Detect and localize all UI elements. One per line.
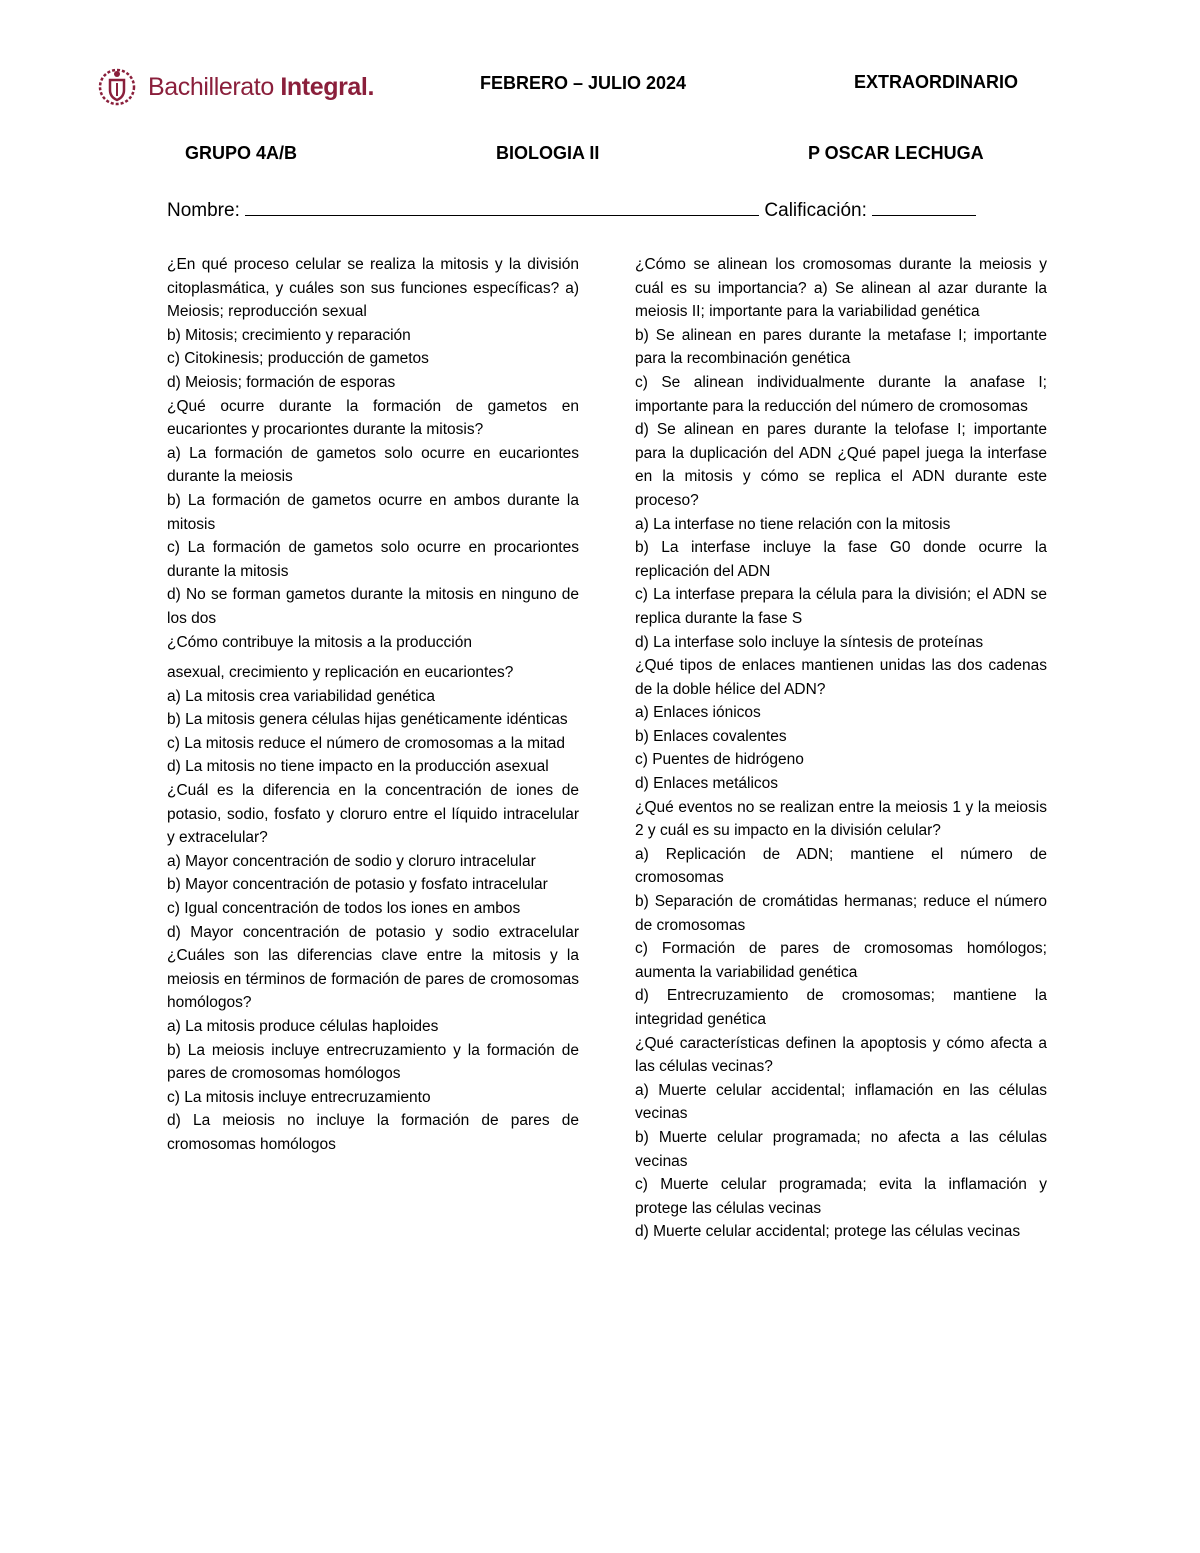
answer-option: d) La interfase solo incluye la síntesis de proteínas — [635, 633, 984, 651]
answer-option: a) Enlaces iónicos — [635, 704, 761, 722]
right-question-column — [635, 253, 1047, 1244]
answer-option: c) Igual concentración de todos los iones en ambos — [167, 900, 521, 918]
question-text: ¿Qué características definen la apoptosis y cómo afecta a las células vecinas? — [635, 1034, 1047, 1076]
answer-option: b) La formación de gametos ocurre en ambos durante la mitosis — [167, 491, 579, 533]
answer-option: c) Citokinesis; producción de gametos — [167, 350, 429, 368]
answer-option: c) Muerte celular programada; evita la inflamación y protege las células vecinas — [635, 1176, 1047, 1217]
teacher-label: P OSCAR LECHUGA — [808, 143, 984, 163]
answer-option: d) Muerte celular accidental; protege las células vecinas — [635, 1223, 1021, 1241]
name-label: Nombre: — [167, 200, 240, 221]
answer-option: b) Mayor concentración de potasio y fosfato intracelular — [167, 876, 548, 894]
answer-option: d) Enlaces metálicos — [635, 775, 779, 793]
question-text: ¿Qué tipos de enlaces mantienen unidas las dos cadenas de la doble hélice del ADN? — [635, 657, 1047, 698]
exam-type: EXTRAORDINARIO — [854, 72, 1019, 92]
answer-option: d) Mayor concentración de potasio y sodio extracelular ¿Cuáles son las diferencias clave entre la mitosis y la meiosis en términos de formación de pares de cromosomas homólogos? — [167, 923, 579, 1012]
question-text: ¿Qué eventos no se realizan entre la meiosis 1 y la meiosis 2 y cuál es su impacto en la división celular? — [635, 798, 1047, 840]
exam-period: FEBRERO – JULIO 2024 — [480, 73, 687, 93]
answer-option: d) Meiosis; formación de esporas — [167, 373, 396, 391]
answer-option: c) La mitosis reduce el número de cromosomas a la mitad — [167, 734, 565, 752]
answer-option: c) Se alinean individualmente durante la anafase I; importante para la reducción del número de cromosomas — [635, 373, 1047, 415]
logo-text-bold: Integral. — [280, 72, 375, 101]
answer-option: b) La meiosis incluye entrecruzamiento y la formación de pares de cromosomas homólogos — [167, 1041, 579, 1083]
student-info-line — [167, 197, 976, 222]
question-text: ¿Cómo contribuye la mitosis a la producción — [167, 633, 472, 651]
logo-text-regular: Bachillerato — [148, 72, 274, 101]
institution-logo — [96, 66, 374, 108]
answer-option: b) Separación de cromátidas hermanas; reduce el número de cromosomas — [635, 893, 1047, 934]
grade-label: Calificación: — [764, 200, 867, 221]
answer-option: c) La mitosis incluye entrecruzamiento — [167, 1088, 431, 1106]
answer-option: c) La formación de gametos solo ocurre en procariontes durante la mitosis — [167, 539, 579, 580]
answer-option: a) La formación de gametos solo ocurre en eucariontes durante la meiosis — [167, 444, 579, 486]
answer-option: c) Formación de pares de cromosomas homólogos; aumenta la variabilidad genética — [635, 940, 1047, 981]
logo-wordmark — [148, 73, 374, 102]
subject-label: BIOLOGIA II — [496, 143, 600, 163]
answer-option: a) Muerte celular accidental; inflamación en las células vecinas — [635, 1081, 1047, 1123]
answer-option: b) Enlaces covalentes — [635, 727, 787, 745]
answer-option: d) Entrecruzamiento de cromosomas; mantiene la integridad genética — [635, 987, 1047, 1028]
answer-option: b) La mitosis genera células hijas genéticamente idénticas — [167, 711, 568, 729]
group-label: GRUPO 4A/B — [185, 143, 298, 163]
question-text: asexual, crecimiento y replicación en eucariontes? — [167, 664, 514, 682]
answer-option: a) Mayor concentración de sodio y cloruro intracelular — [167, 852, 536, 870]
grade-field[interactable] — [872, 197, 976, 216]
answer-option: c) Puentes de hidrógeno — [635, 751, 804, 769]
question-text: ¿Qué ocurre durante la formación de gametos en eucariontes y procariontes durante la mitosis? — [167, 397, 579, 439]
answer-option: b) La interfase incluye la fase G0 donde ocurre la replicación del ADN — [635, 539, 1047, 580]
answer-option: a) La interfase no tiene relación con la mitosis — [635, 515, 951, 533]
question-text: ¿Cuál es la diferencia en la concentración de iones de potasio, sodio, fosfato y cloruro entre el líquido intracelular y extracelular? — [167, 782, 579, 847]
answer-option: c) La interfase prepara la célula para la división; el ADN se replica durante la fase S — [635, 586, 1047, 627]
answer-option: b) Se alinean en pares durante la metafase I; importante para la recombinación genética — [635, 326, 1047, 368]
left-question-column — [167, 253, 579, 1157]
answer-option: d) No se forman gametos durante la mitosis en ninguno de los dos — [167, 586, 579, 627]
answer-option: a) Replicación de ADN; mantiene el número de cromosomas — [635, 845, 1047, 887]
answer-option: d) La mitosis no tiene impacto en la producción asexual — [167, 758, 549, 776]
answer-option: a) La mitosis produce células haploides — [167, 1018, 439, 1035]
answer-option: d) Se alinean en pares durante la telofase I; importante para la duplicación del ADN ¿Qué papel juega la interfase en la mitosis y cómo se replica el ADN durante este proceso? — [635, 421, 1047, 509]
answer-option: a) La mitosis crea variabilidad genética — [167, 687, 435, 705]
answer-option: b) Muerte celular programada; no afecta a las células vecinas — [635, 1128, 1047, 1170]
name-field[interactable] — [245, 197, 759, 216]
answer-option: b) Mitosis; crecimiento y reparación — [167, 326, 411, 344]
answer-option: d) La meiosis no incluye la formación de pares de cromosomas homólogos — [167, 1112, 579, 1153]
question-text: ¿Cómo se alinean los cromosomas durante la meiosis y cuál es su importancia? a) Se alinean al azar durante la meiosis II; importante para la variabilidad genética — [635, 256, 1047, 321]
crest-icon — [96, 66, 138, 108]
question-text: ¿En qué proceso celular se realiza la mitosis y la división citoplasmática, y cuáles son sus funciones específicas? a) Meiosis; reproducción sexual — [167, 256, 579, 321]
